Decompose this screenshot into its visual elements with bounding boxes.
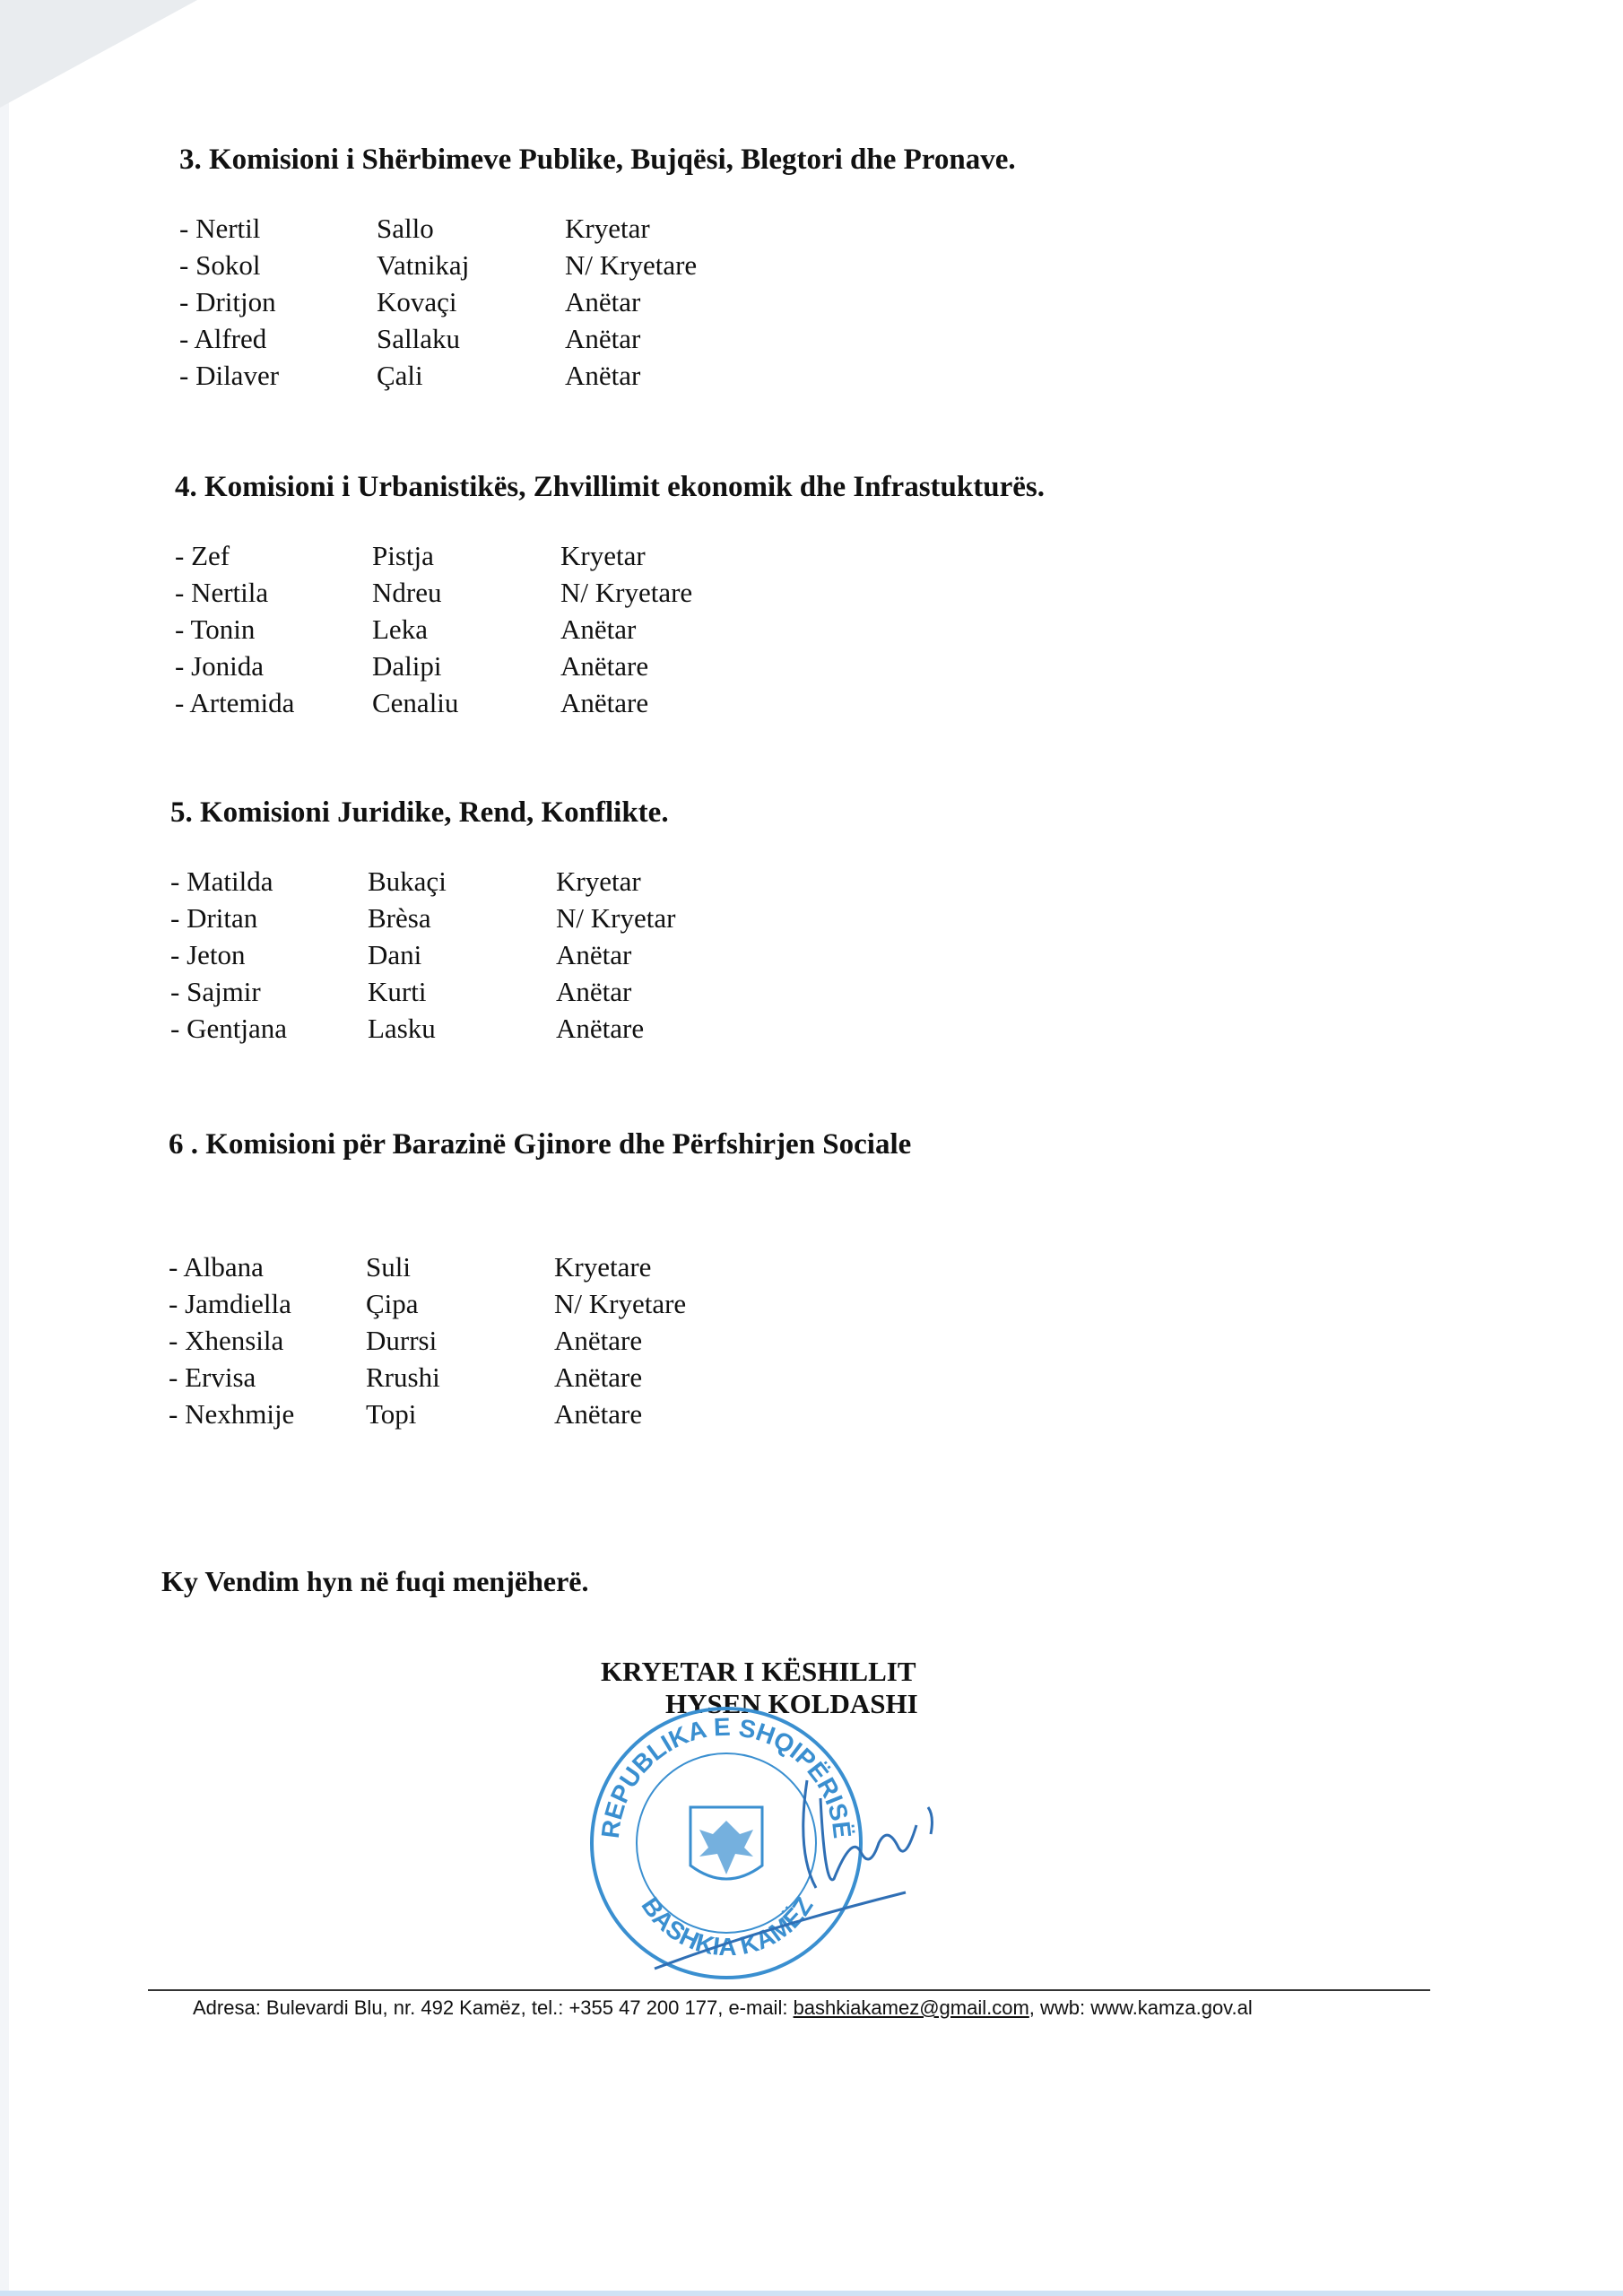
footer-contact (193, 1996, 1253, 2020)
member-last-name: Topi (366, 1398, 417, 1430)
member-first-name: - Jamdiella (169, 1288, 291, 1319)
committee-5 (170, 796, 789, 1049)
signatory-title: KRYETAR I KËSHILLIT (601, 1656, 916, 1687)
member-row (169, 1398, 911, 1435)
scan-folded-corner (0, 0, 197, 108)
member-last-name: Durrsi (366, 1325, 438, 1356)
member-first-name: - Jeton (170, 939, 246, 970)
member-role: Anëtar (560, 613, 637, 645)
member-row (170, 976, 789, 1013)
member-row (179, 360, 1016, 396)
member-first-name: - Dilaver (179, 360, 280, 391)
member-role: Anëtare (554, 1325, 643, 1356)
member-first-name: - Matilda (170, 865, 273, 897)
member-role: Anëtare (560, 650, 649, 682)
stamp-text-top: REPUBLIKA E SHQIPËRISË (595, 1712, 857, 1840)
member-last-name: Bukaçi (368, 865, 447, 897)
member-row (179, 286, 1016, 323)
member-first-name: - Nertila (175, 577, 269, 608)
committee-4 (175, 471, 1045, 724)
member-row (170, 939, 789, 976)
member-row (169, 1361, 911, 1398)
member-list (169, 1251, 911, 1435)
member-last-name: Leka (372, 613, 428, 645)
member-row (175, 540, 1045, 577)
member-role: Anëtar (565, 360, 641, 391)
committee-heading: 3. Komisioni i Shërbimeve Publike, Bujqësi, Blegtori dhe Pronave. (179, 144, 1016, 176)
member-last-name: Kovaçi (377, 286, 457, 317)
member-role: Kryetar (556, 865, 641, 897)
member-last-name: Dalipi (372, 650, 442, 682)
member-last-name: Lasku (368, 1013, 436, 1044)
member-last-name: Cenaliu (372, 687, 459, 718)
committee-6 (169, 1128, 911, 1435)
member-row (179, 323, 1016, 360)
official-stamp (565, 1700, 959, 1996)
member-first-name: - Artemida (175, 687, 295, 718)
member-list (175, 540, 1045, 724)
member-role: Kryetar (560, 540, 646, 571)
member-row (170, 902, 789, 939)
member-first-name: - Dritan (170, 902, 258, 934)
member-role: N/ Kryetare (554, 1288, 687, 1319)
member-row (179, 249, 1016, 286)
member-first-name: - Albana (169, 1251, 264, 1283)
member-first-name: - Alfred (179, 323, 267, 354)
committee-heading: 4. Komisioni i Urbanistikës, Zhvillimit ekonomik dhe Infrastukturës. (175, 471, 1045, 503)
stamp-text-bottom: BASHKIA KAMËZ (636, 1892, 819, 1961)
member-role: N/ Kryetar (556, 902, 676, 934)
member-first-name: - Nexhmije (169, 1398, 295, 1430)
eagle-emblem-icon (690, 1807, 762, 1879)
member-last-name: Sallaku (377, 323, 460, 354)
member-first-name: - Ervisa (169, 1361, 256, 1393)
member-list (170, 865, 789, 1049)
member-role: Anëtare (554, 1361, 643, 1393)
member-role: Anëtare (560, 687, 649, 718)
member-last-name: Brèsa (368, 902, 431, 934)
member-last-name: Çipa (366, 1288, 419, 1319)
member-role: Kryetare (554, 1251, 652, 1283)
member-first-name: - Tonin (175, 613, 256, 645)
closing-statement: Ky Vendim hyn në fuqi menjëherë. (161, 1565, 589, 1597)
committee-3 (179, 144, 1016, 396)
member-row (175, 577, 1045, 613)
member-first-name: - Sajmir (170, 976, 261, 1007)
member-row (169, 1288, 911, 1325)
scan-left-edge (0, 0, 9, 2296)
member-last-name: Çali (377, 360, 423, 391)
member-row (170, 865, 789, 902)
member-last-name: Rrushi (366, 1361, 440, 1393)
member-first-name: - Jonida (175, 650, 265, 682)
member-first-name: - Nertil (179, 213, 261, 244)
member-role: Anëtar (556, 976, 632, 1007)
member-last-name: Vatnikaj (377, 249, 470, 281)
footer-divider (148, 1989, 1430, 1991)
member-last-name: Suli (366, 1251, 411, 1283)
member-row (175, 613, 1045, 650)
member-row (170, 1013, 789, 1049)
member-last-name: Ndreu (372, 577, 442, 608)
member-row (169, 1325, 911, 1361)
member-role: Anëtar (565, 323, 641, 354)
member-first-name: - Xhensila (169, 1325, 284, 1356)
scan-bottom-edge (0, 2291, 1623, 2296)
signatory-name: HYSEN KOLDASHI (665, 1688, 918, 1719)
member-list (179, 213, 1016, 396)
footer-email-link[interactable]: bashkiakamez@gmail.com (793, 1996, 1029, 2019)
member-first-name: - Gentjana (170, 1013, 287, 1044)
member-role: N/ Kryetare (560, 577, 693, 608)
member-role: Kryetar (565, 213, 650, 244)
member-last-name: Kurti (368, 976, 427, 1007)
member-role: Anëtar (565, 286, 641, 317)
member-role: Anëtare (554, 1398, 643, 1430)
member-last-name: Sallo (377, 213, 434, 244)
footer-address: Adresa: Bulevardi Blu, nr. 492 Kamëz, tel.: +355 47 200 177, e-mail: (193, 1996, 794, 2019)
member-last-name: Dani (368, 939, 422, 970)
member-row (179, 213, 1016, 249)
footer-website: , wwb: www.kamza.gov.al (1028, 1996, 1253, 2019)
member-first-name: - Dritjon (179, 286, 276, 317)
member-role: N/ Kryetare (565, 249, 698, 281)
member-first-name: - Sokol (179, 249, 261, 281)
member-role: Anëtar (556, 939, 632, 970)
member-row (175, 650, 1045, 687)
committee-heading: 6 . Komisioni për Barazinë Gjinore dhe Përfshirjen Sociale (169, 1128, 912, 1161)
member-role: Anëtare (556, 1013, 645, 1044)
member-last-name: Pistja (372, 540, 434, 571)
member-row (169, 1251, 911, 1288)
member-first-name: - Zef (175, 540, 230, 571)
member-row (175, 687, 1045, 724)
committee-heading: 5. Komisioni Juridike, Rend, Konflikte. (170, 796, 669, 829)
